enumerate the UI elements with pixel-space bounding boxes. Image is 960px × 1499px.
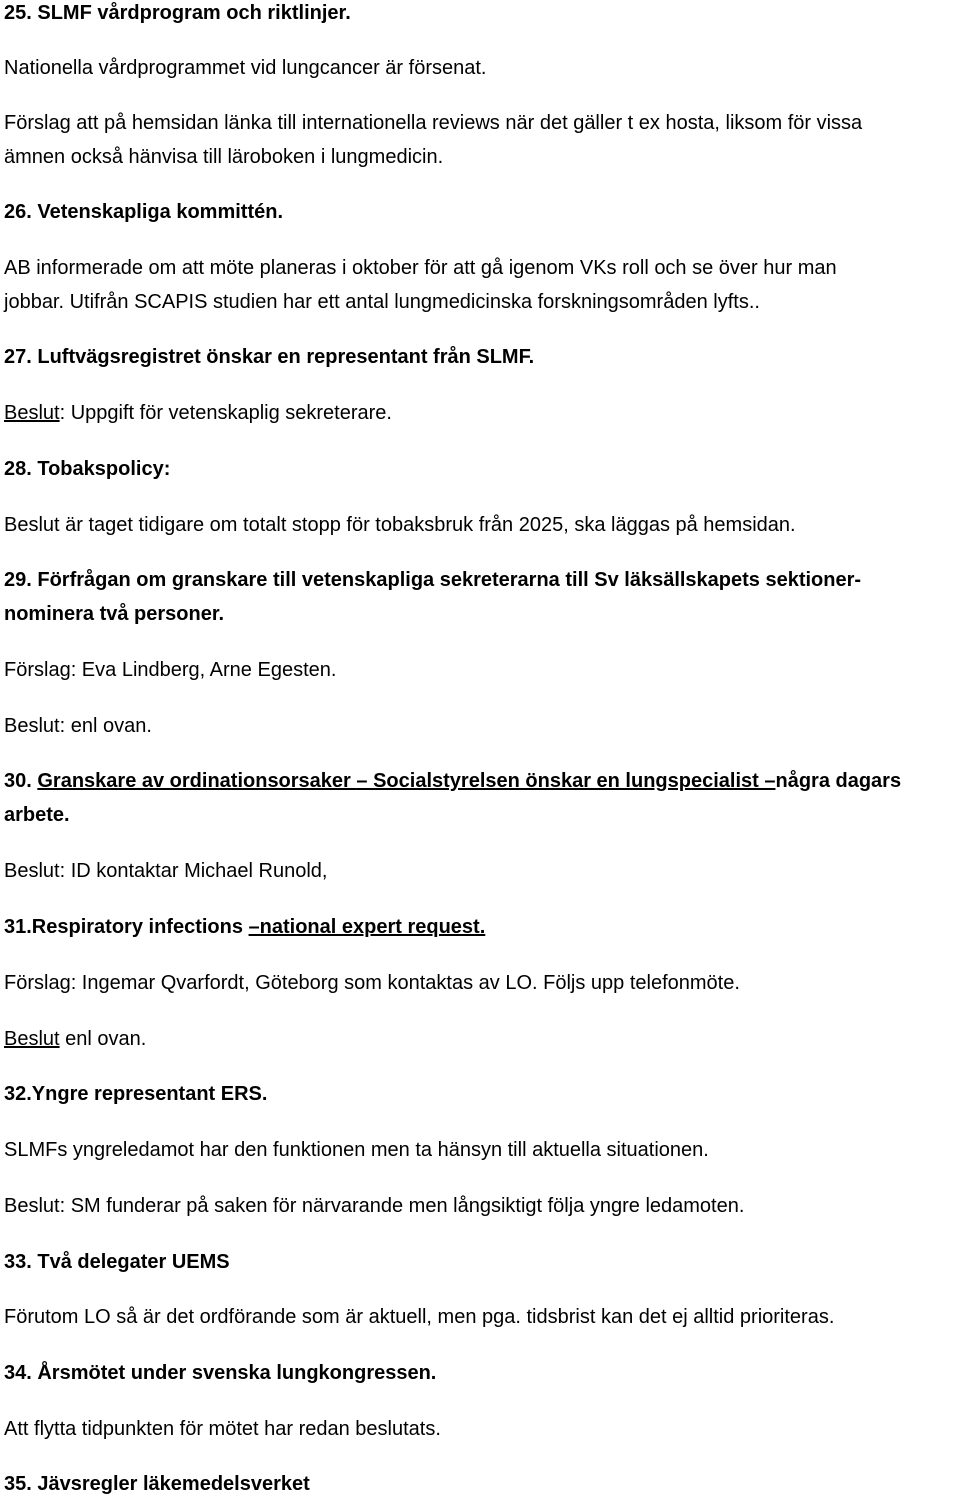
section-25-paragraph-2-line-1: Förslag att på hemsidan länka till internationella reviews när det gäller t ex hosta, liksom för vissa: [4, 112, 863, 134]
decision-text: enl ovan.: [59, 1028, 147, 1050]
section-30-heading-part-1: Granskare av ordinationsorsaker: [37, 770, 357, 792]
section-31-decision: [4, 1026, 146, 1052]
section-32-paragraph: SLMFs yngreledamot har den funktionen men ta hänsyn till aktuella situationen.: [4, 1139, 709, 1161]
section-29-decision: Beslut: enl ovan.: [4, 715, 152, 737]
section-30-heading-line-1: [4, 768, 901, 794]
section-26-paragraph-line-1: AB informerade om att möte planeras i oktober för att gå igenom VKs roll och se över hur man: [4, 257, 837, 279]
section-34-heading: 34. Årsmötet under svenska lungkongressen.: [4, 1362, 437, 1384]
section-27-heading: 27. Luftvägsregistret önskar en representant från SLMF.: [4, 346, 535, 368]
decision-text: : Uppgift för vetenskaplig sekreterare.: [59, 402, 392, 424]
section-30-number: 30.: [4, 770, 38, 792]
section-35-heading: 35. Jävsregler läkemedelsverket: [4, 1473, 310, 1495]
section-25-paragraph-1: Nationella vårdprogrammet vid lungcancer är försenat.: [4, 57, 487, 79]
section-26-paragraph-line-2: jobbar. Utifrån SCAPIS studien har ett antal lungmedicinska forskningsområden lyfts..: [4, 291, 760, 313]
section-25-paragraph-2-line-2: ämnen också hänvisa till läroboken i lungmedicin.: [4, 146, 444, 168]
section-29-heading-line-2: nominera två personer.: [4, 603, 225, 625]
section-32-decision: Beslut: SM funderar på saken för närvarande men långsiktigt följa yngre ledamoten.: [4, 1195, 745, 1217]
section-30-heading-part-3: några dagars: [775, 770, 902, 792]
section-34-paragraph: Att flytta tidpunkten för mötet har redan beslutats.: [4, 1418, 441, 1440]
section-29-heading-line-1: 29. Förfrågan om granskare till vetenskapliga sekreterarna till Sv läksällskapets sektioner-: [4, 569, 862, 591]
decision-label: Beslut: [4, 1028, 60, 1050]
section-31-heading-part-1: 31.Respiratory infections: [4, 916, 249, 938]
section-32-heading: 32.Yngre representant ERS.: [4, 1083, 268, 1105]
section-28-paragraph: Beslut är taget tidigare om totalt stopp för tobaksbruk från 2025, ska läggas på hemsidan.: [4, 514, 796, 536]
section-29-proposal: Förslag: Eva Lindberg, Arne Egesten.: [4, 659, 337, 681]
section-31-heading-part-2: –national expert request.: [248, 916, 486, 938]
section-26-heading: 26. Vetenskapliga kommittén.: [4, 201, 283, 223]
section-33-paragraph: Förutom LO så är det ordförande som är aktuell, men pga. tidsbrist kan det ej alltid prioriteras.: [4, 1306, 835, 1328]
section-30-decision: Beslut: ID kontaktar Michael Runold,: [4, 860, 328, 882]
section-30-heading-part-2: – Socialstyrelsen önskar en lungspecialist –: [356, 770, 776, 792]
section-30-heading-line-2: arbete.: [4, 804, 70, 826]
decision-label: Beslut: [4, 402, 60, 424]
section-27-decision: [4, 400, 392, 426]
section-31-heading: [4, 914, 485, 940]
section-25-heading: 25. SLMF vårdprogram och riktlinjer.: [4, 2, 351, 24]
section-31-proposal: Förslag: Ingemar Qvarfordt, Göteborg som kontaktas av LO. Följs upp telefonmöte.: [4, 972, 740, 994]
section-28-heading: 28. Tobakspolicy:: [4, 458, 171, 480]
section-33-heading: 33. Två delegater UEMS: [4, 1251, 230, 1273]
